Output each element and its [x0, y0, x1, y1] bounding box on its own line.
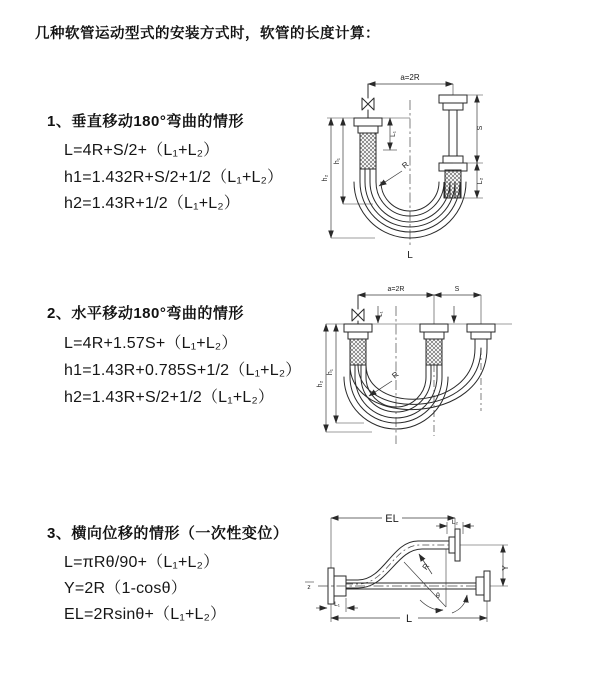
centerline-mark	[305, 582, 314, 591]
section-1-formula-h1: h1=1.432R+S/2+1/2（L₁+L₂）	[64, 169, 284, 186]
hose-s-curve	[346, 541, 449, 588]
dim-label-theta: θ	[436, 593, 440, 600]
section-3-formula-Y: Y=2R（1-cosθ）	[64, 580, 187, 597]
section-3-heading: 3、横向位移的情形（一次性变位）	[47, 525, 289, 542]
dim-l1	[378, 306, 384, 323]
upper-flange	[449, 529, 460, 561]
diagram-horizontal-move-180-bend	[306, 276, 598, 461]
dim-l2	[477, 163, 484, 198]
section-3-formula-EL: EL=2Rsinθ+（L₁+L₂）	[64, 606, 227, 623]
left-pipe	[354, 118, 382, 169]
dim-label-l1: L₁	[378, 311, 384, 317]
dim-label-length: L	[405, 613, 413, 625]
right-flange	[476, 571, 490, 601]
leader-radius	[379, 160, 411, 186]
right-pipe	[467, 324, 495, 348]
section-2-formula-h2: h2=1.43R+S/2+1/2（L₁+L₂）	[64, 389, 275, 406]
dim-label-l2: L₂	[451, 519, 459, 526]
diagram-vertical-move-180-bend	[305, 64, 595, 264]
dim-l1	[383, 118, 397, 150]
dim-label-a2r: a=2R	[400, 73, 420, 82]
section-2-heading: 2、水平移动180°弯曲的情形	[47, 305, 244, 322]
leader-radius	[419, 554, 432, 574]
dim-span-a2r	[368, 73, 453, 95]
section-1-formula-L: L=4R+S/2+（L₁+L₂）	[64, 142, 220, 159]
dim-label-l1: L₁	[390, 131, 397, 137]
dim-label-h2: h₂	[317, 380, 324, 388]
centerline-mark-label: z	[307, 584, 311, 591]
dim-label-r: R	[390, 369, 401, 381]
dim-label-el: EL	[385, 513, 399, 525]
dim-label-s: S	[477, 125, 484, 131]
dim-label-a2r: a=2R	[387, 286, 405, 293]
dim-label-h1: h₁	[327, 368, 334, 376]
middle-pipe	[420, 324, 448, 365]
dim-label-r: R	[420, 561, 432, 572]
section-2-formula-L: L=4R+1.57S+（L₁+L₂）	[64, 335, 238, 352]
right-pipe	[439, 95, 467, 198]
section-2-formula-h1: h1=1.43R+0.785S+1/2（L₁+L₂）	[64, 362, 302, 379]
diagram-lateral-displacement	[300, 496, 598, 661]
dim-s	[434, 286, 481, 295]
dim-label-h1: h₁	[334, 157, 341, 165]
diagram-1-svg	[305, 64, 595, 264]
dim-l1	[316, 598, 358, 612]
section-3-formula-L: L=πRθ/90+（L₁+L₂）	[64, 554, 220, 571]
section-1-formula-h2: h2=1.43R+1/2（L₁+L₂）	[64, 195, 240, 212]
section-1-heading: 1、垂直移动180°弯曲的情形	[47, 113, 244, 130]
dim-label-l1: L₁	[334, 601, 340, 608]
diagram-2-svg	[306, 276, 598, 461]
dim-label-y: Y	[501, 565, 510, 571]
diagram-3-svg	[300, 496, 598, 661]
left-pipe	[344, 324, 372, 365]
page-title: 几种软管运动型式的安装方式时，软管的长度计算：	[35, 26, 380, 42]
dim-label-l2: L₂	[477, 177, 484, 185]
dim-label-h2: h₂	[322, 174, 329, 182]
dim-label-length: L	[407, 250, 413, 261]
dim-label-s: S	[454, 286, 460, 293]
valve-icon	[362, 84, 374, 118]
dim-span-a2r	[358, 286, 434, 295]
valve-icon	[352, 295, 364, 324]
dim-label-r: R	[400, 159, 411, 171]
